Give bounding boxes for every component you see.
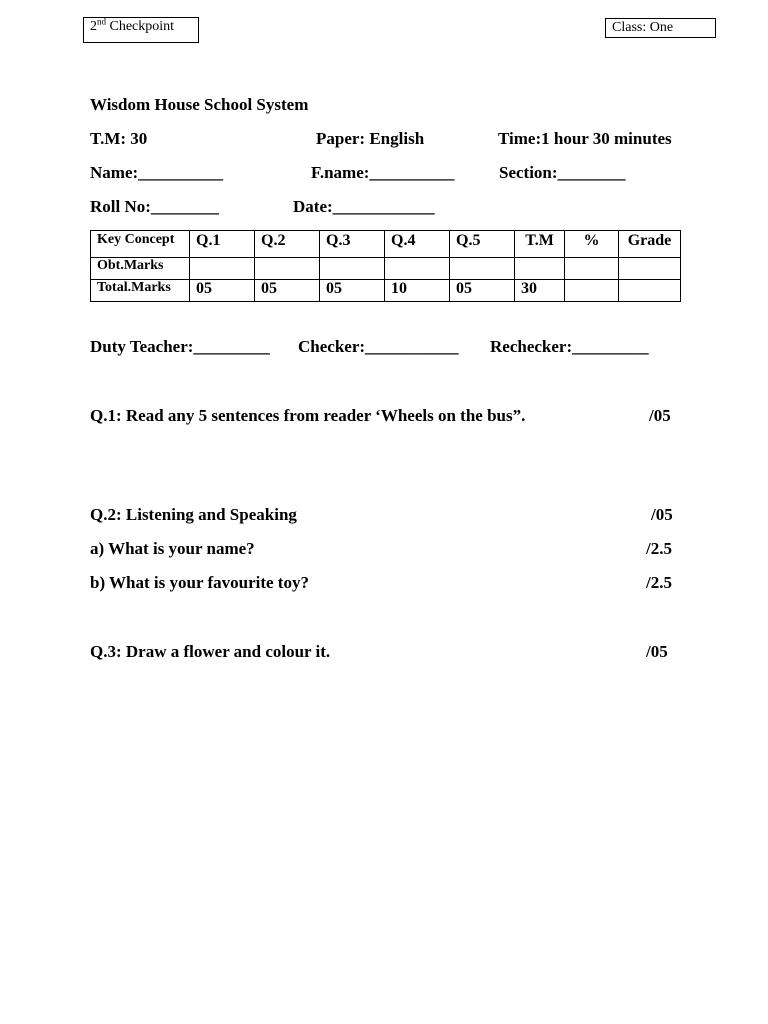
question-2a-marks: /2.5 — [646, 539, 672, 558]
obt-tm-cell — [515, 258, 565, 280]
header-key-concept: Key Concept — [91, 231, 190, 258]
checkpoint-ordinal: 2 — [90, 19, 97, 34]
duty-teacher-field: Duty Teacher:_________ — [90, 337, 270, 356]
question-3-marks: /05 — [646, 642, 668, 661]
question-2-text: Q.2: Listening and Speaking — [90, 505, 297, 524]
date-field: Date:____________ — [293, 197, 435, 216]
checker-field: Checker:___________ — [298, 337, 459, 356]
question-2b-marks: /2.5 — [646, 573, 672, 592]
question-2-marks: /05 — [651, 505, 673, 524]
rechecker-field: Rechecker:_________ — [490, 337, 649, 356]
total-q5-cell: 05 — [450, 280, 515, 302]
table-row — [91, 280, 681, 302]
school-name: Wisdom House School System — [90, 95, 309, 114]
total-percent-cell — [565, 280, 619, 302]
question-1-text: Q.1: Read any 5 sentences from reader ‘Wheels on the bus”. — [90, 406, 526, 425]
obt-q3-cell — [320, 258, 385, 280]
total-tm-cell: 30 — [515, 280, 565, 302]
obt-q5-cell — [450, 258, 515, 280]
total-grade-cell — [619, 280, 681, 302]
question-2b-text: b) What is your favourite toy? — [90, 573, 309, 592]
total-q1-cell: 05 — [190, 280, 255, 302]
total-q3-cell: 05 — [320, 280, 385, 302]
header-q1: Q.1 — [190, 231, 255, 258]
question-3-text: Q.3: Draw a flower and colour it. — [90, 642, 331, 661]
header-q3: Q.3 — [320, 231, 385, 258]
father-name-field: F.name:__________ — [311, 163, 455, 182]
obt-q4-cell — [385, 258, 450, 280]
row-label-total: Total.Marks — [91, 280, 190, 302]
roll-no-field: Roll No:________ — [90, 197, 219, 216]
total-q4-cell: 10 — [385, 280, 450, 302]
table-row — [91, 258, 681, 280]
header-q4: Q.4 — [385, 231, 450, 258]
header-q2: Q.2 — [255, 231, 320, 258]
question-2a-text: a) What is your name? — [90, 539, 255, 558]
name-field: Name:__________ — [90, 163, 224, 182]
section-field: Section:________ — [499, 163, 626, 182]
obt-grade-cell — [619, 258, 681, 280]
obt-percent-cell — [565, 258, 619, 280]
class-label: Class: One — [612, 20, 674, 35]
checkpoint-label: Checkpoint — [109, 19, 175, 34]
header-grade: Grade — [619, 231, 681, 258]
header-percent: % — [565, 231, 619, 258]
checkpoint-ordinal-suffix: nd — [97, 16, 106, 27]
row-label-obtained: Obt.Marks — [91, 258, 190, 280]
question-1-marks: /05 — [649, 406, 671, 425]
time-info: Time:1 hour 30 minutes — [498, 129, 672, 148]
checkpoint-label-box — [83, 17, 199, 43]
header-tm: T.M — [515, 231, 565, 258]
marks-table — [90, 230, 681, 302]
marks-table-header-row — [91, 231, 681, 258]
header-q5: Q.5 — [450, 231, 515, 258]
total-q2-cell: 05 — [255, 280, 320, 302]
class-label-box — [605, 18, 716, 38]
obt-q2-cell — [255, 258, 320, 280]
obt-q1-cell — [190, 258, 255, 280]
total-marks-info: T.M: 30 — [90, 129, 148, 148]
paper-info: Paper: English — [316, 129, 425, 148]
